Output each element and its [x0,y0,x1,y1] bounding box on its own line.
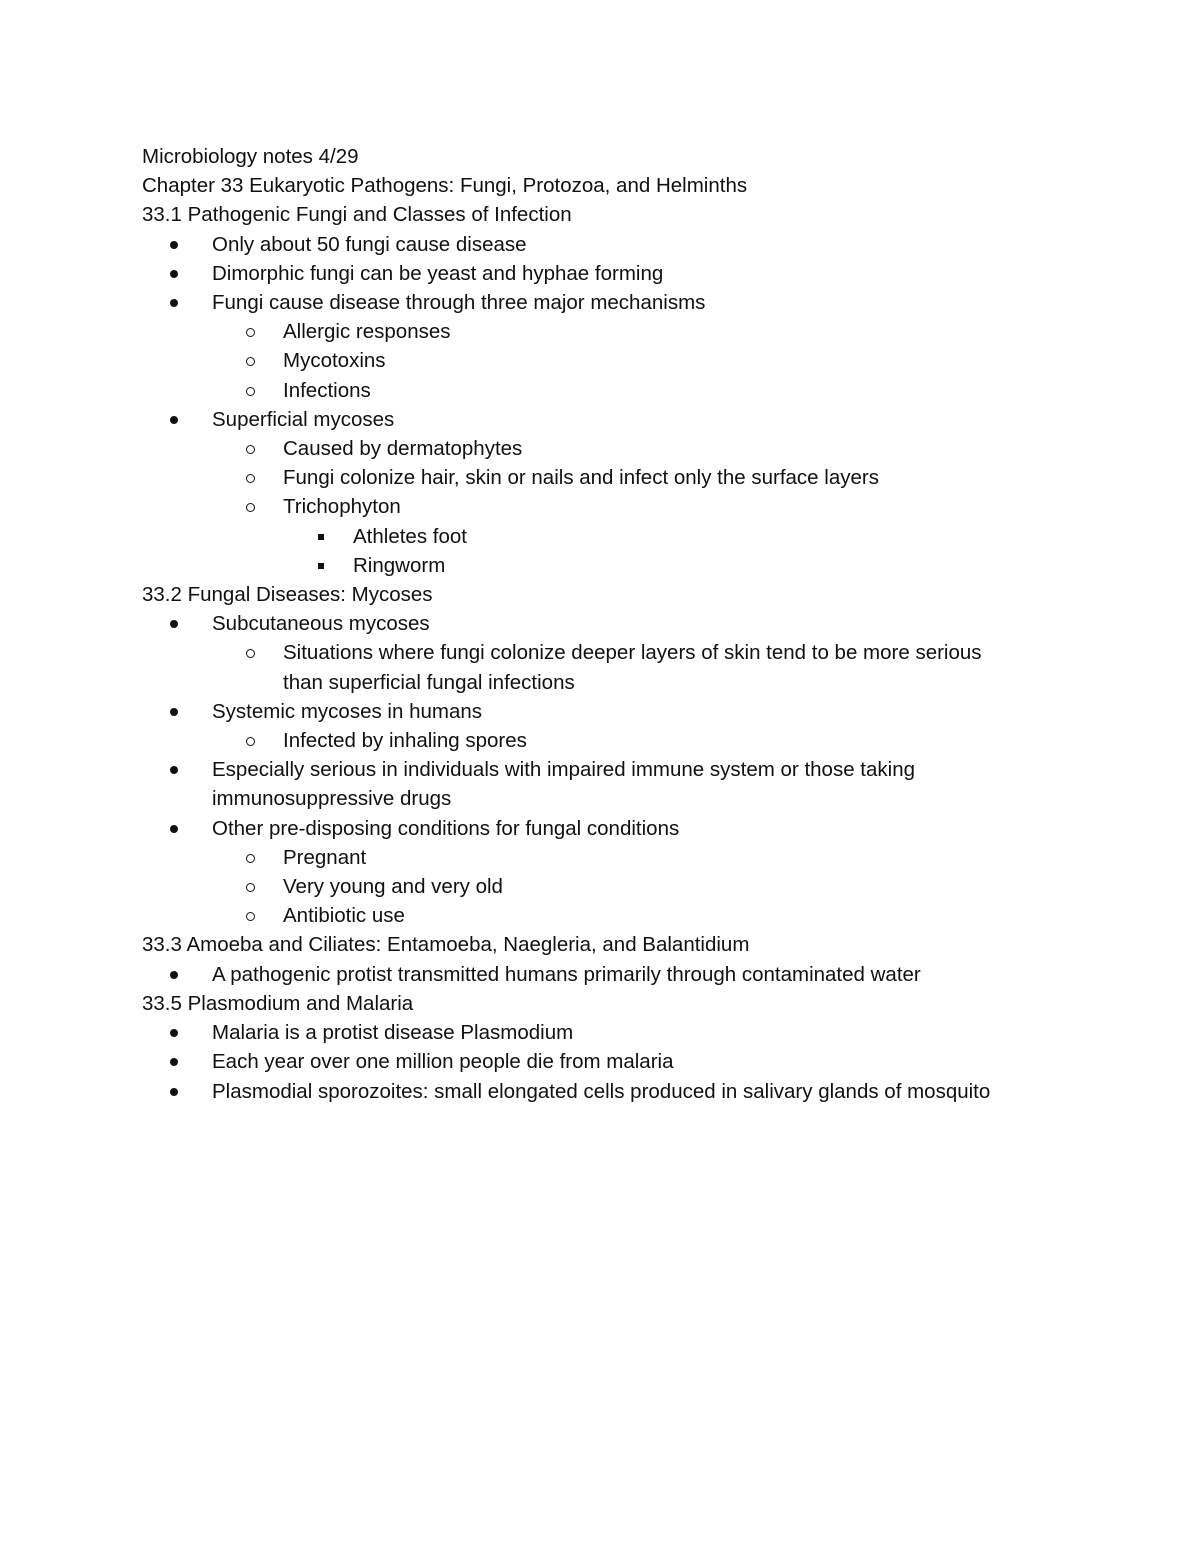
bullet-text: Subcutaneous mycoses [212,612,430,636]
sub-bullet-text: Antibiotic use [283,904,405,928]
bullet-circle-icon [246,357,255,366]
bullet-text: Plasmodial sporozoites: small elongated cells produced in salivary glands of mosquito [212,1079,991,1103]
bullet-text: Only about 50 fungi cause disease [212,232,527,256]
bullet-text: Fungi cause disease through three major mechanisms [212,291,706,315]
sub-bullet-item [142,872,1072,901]
sub-sub-bullet-item [142,522,1072,551]
bullet-item [142,697,1072,726]
section-heading: 33.3 Amoeba and Ciliates: Entamoeba, Naegleria, and Balantidium [142,933,750,957]
bullet-circle-icon [246,649,255,658]
bullet-text: Systemic mycoses in humans [212,699,483,723]
bullet-circle-icon [246,854,255,863]
sub-bullet-text: Caused by dermatophytes [283,437,523,461]
sub-bullet-item [142,463,1072,492]
sub-bullet-text: Trichophyton [283,495,401,519]
bullet-dot-icon [170,1058,178,1066]
bullet-text: A pathogenic protist transmitted humans primarily through contaminated water [212,962,921,986]
bullet-text: Each year over one million people die from malaria [212,1050,674,1074]
bullet-dot-icon [170,1029,178,1037]
bullet-dot-icon [170,971,178,979]
bullet-item [142,230,1072,259]
document-title: Microbiology notes 4/29 [142,145,359,168]
sub-bullet-item [142,434,1072,463]
bullet-item [142,814,1072,843]
bullet-circle-icon [246,328,255,337]
chapter-heading: Chapter 33 Eukaryotic Pathogens: Fungi, Protozoa, and Helminths [142,174,748,198]
bullet-item [142,960,1072,989]
sub-bullet-text: Infections [283,378,371,402]
sub-bullet-item [142,843,1072,872]
sub-bullet-item [142,346,1072,375]
bullet-dot-icon [170,1088,178,1096]
bullet-dot-icon [170,416,178,424]
bullet-circle-icon [246,445,255,454]
bullet-dot-icon [170,620,178,628]
sub-bullet-item [142,376,1072,405]
bullet-circle-icon [246,387,255,396]
bullet-dot-icon [170,766,178,774]
bullet-dot-icon [170,270,178,278]
sub-bullet-text: Very young and very old [283,875,503,899]
sub-bullet-text: Situations where fungi colonize deeper layers of skin tend to be more serious than superficial fungal infections [283,641,982,694]
sub-bullet-item [142,638,1072,696]
bullet-circle-icon [246,503,255,512]
bullet-circle-icon [246,912,255,921]
sub-bullet-item [142,901,1072,930]
bullet-circle-icon [246,474,255,483]
bullet-item [142,1018,1072,1047]
bullet-item [142,609,1072,638]
bullet-text: Especially serious in individuals with impaired immune system or those taking immunosuppressive drugs [212,758,915,811]
bullet-dot-icon [170,825,178,833]
section-heading: 33.2 Fungal Diseases: Mycoses [142,583,433,607]
bullet-item [142,755,1072,813]
bullet-dot-icon [170,241,178,249]
sub-bullet-text: Allergic responses [283,320,451,344]
bullet-square-icon [318,563,324,569]
sub-bullet-item [142,317,1072,346]
bullet-item [142,288,1072,317]
sub-bullet-text: Infected by inhaling spores [283,729,527,753]
sub-sub-bullet-item [142,551,1072,580]
sub-sub-bullet-text: Ringworm [353,553,446,577]
bullet-item [142,1077,1072,1106]
notes-body [142,142,1072,1106]
bullet-text: Superficial mycoses [212,407,395,431]
bullet-text: Other pre-disposing conditions for fungal conditions [212,816,680,840]
bullet-text: Dimorphic fungi can be yeast and hyphae forming [212,261,664,285]
section-heading: 33.5 Plasmodium and Malaria [142,991,414,1015]
bullet-dot-icon [170,708,178,716]
sub-bullet-text: Pregnant [283,845,367,869]
bullet-text: Malaria is a protist disease Plasmodium [212,1021,574,1045]
bullet-item [142,405,1072,434]
sub-bullet-text: Fungi colonize hair, skin or nails and infect only the surface layers [283,466,879,490]
bullet-dot-icon [170,299,178,307]
sub-bullet-item [142,726,1072,755]
sub-bullet-text: Mycotoxins [283,349,386,373]
bullet-circle-icon [246,883,255,892]
bullet-square-icon [318,534,324,540]
bullet-circle-icon [246,737,255,746]
bullet-item [142,259,1072,288]
sub-bullet-item [142,492,1072,521]
section-heading: 33.1 Pathogenic Fungi and Classes of Infection [142,203,572,227]
sub-sub-bullet-text: Athletes foot [353,524,467,548]
bullet-item [142,1047,1072,1076]
